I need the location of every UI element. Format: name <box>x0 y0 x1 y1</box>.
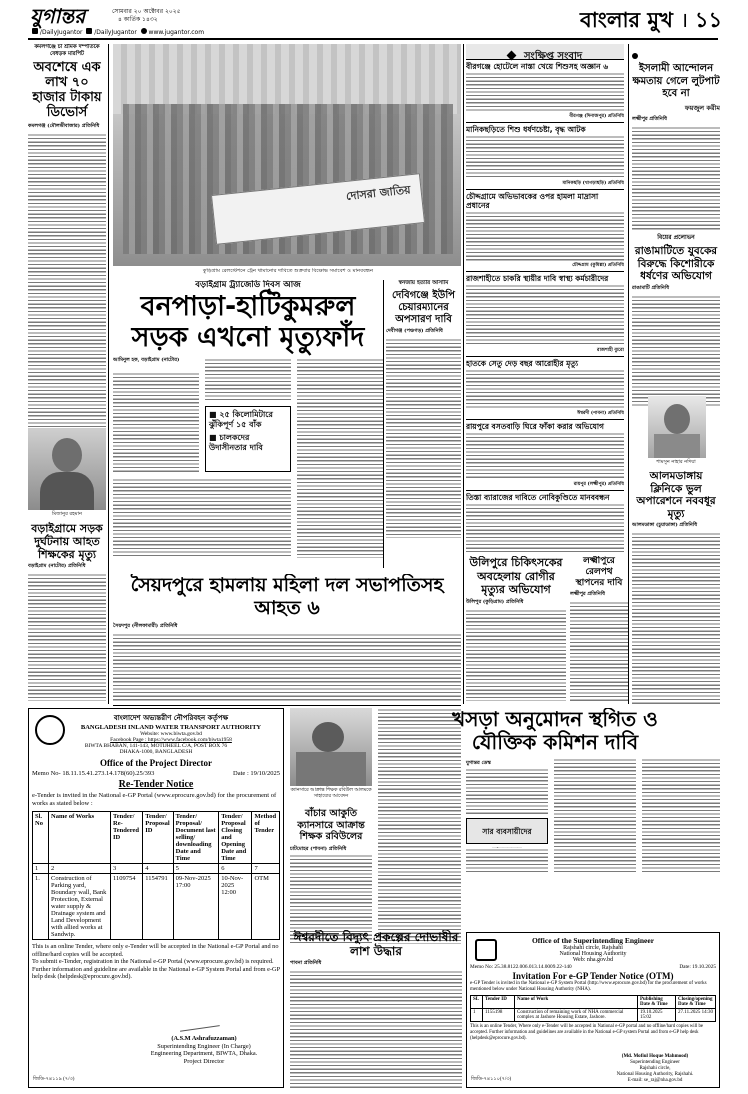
brief-headline: চৌদ্দগ্রামে অভিভাবকের ওপর হামলা মাদ্রাসা প্রধানের <box>466 192 599 210</box>
debiganj-body <box>386 338 461 538</box>
main-story-byline: আমিনুল হক, বড়াইগ্রাম (নাটোর) <box>113 357 180 363</box>
col-closing: Tender/ Proposal Closing and Opening Date and Time <box>219 812 252 864</box>
biwta-table-header <box>33 812 280 864</box>
nha-intro: e-GP Tender is invited in the National e-GP System Portal (http://www.eprocure.gov.bd) for the procurement of works mentioned below under National Housing Authority (NHA). <box>470 981 707 992</box>
ulipur-headline: উলিপুরে চিকিৎসকের অবহেলায় রোগীর মৃত্যুর অভিযোগ <box>469 556 563 596</box>
lakshmipur-headline: লক্ষ্মীপুরে রেলপথ স্থাপনের দাবি <box>575 556 623 588</box>
left-second-headline: বড়াইগ্রামে সড়ক দুর্ঘটনায় আহত শিক্ষকের মৃত্যু <box>31 522 103 561</box>
nha-table-header: SL Tender ID Name of Work Publishing Date & Time Closing/opening Date & Time <box>471 996 716 1009</box>
table-row: 1 1155198 Construction of remaining work of NHA commercial complex at Jashore Housing Estate, Jashore. 19.10.2025 15:02 27.11.2025 14:30 <box>471 1009 716 1022</box>
brief-item <box>466 491 624 552</box>
ulipur-story <box>466 556 566 706</box>
biwta-intro: e-Tender is invited in the National e-GP Portal (www.eprocure.gov.bd) for the procurement of works as stated below : <box>32 792 277 807</box>
khasra-body-col3 <box>642 758 720 874</box>
website-link[interactable]: www.jugantor.com <box>148 29 205 36</box>
col-work: Name of Works <box>49 812 111 864</box>
teacher-patient-caption: ক্যানসারে আক্রান্ত শিক্ষক রবিউল আলমকে সাহায্যের আবেদন <box>290 788 372 799</box>
globe-icon <box>141 28 147 34</box>
brief-byline: মানিকছড়ি (খাগড়াছড়ি) প্রতিনিধি <box>562 181 624 186</box>
brief-headline: হাতকে সেতু দেড় বছর আরোহীর মৃত্যু <box>466 359 579 368</box>
left-lead-body <box>28 133 106 438</box>
biwta-signature <box>178 1012 220 1031</box>
debiganj-headline: দেবিগঞ্জে ইউপি চেয়ারম্যানের অপসারণ দাবি <box>392 290 455 325</box>
biwta-website[interactable]: Website: www.biwta.gov.bd <box>140 731 202 737</box>
highlight-bends: ■ ২৫ কিলোমিটারে ঝুঁকিপূর্ণ ১৫ বাঁক <box>209 410 273 429</box>
debiganj-kicker: স্বনজায় হত্যার আসামি <box>398 280 449 286</box>
ishwardi-story <box>290 930 462 1090</box>
social-links <box>32 28 204 36</box>
cancer-byline: চাটমোহর (পাবনা) প্রতিনিধি <box>290 846 347 852</box>
main-story-body-col1b <box>113 478 291 558</box>
nha-memo-row <box>470 964 716 970</box>
brief-headline: রাজশাহীতে চাকরি স্থায়ীর দাবি স্বাস্থ্য কর্মচারীদের <box>466 274 609 283</box>
lakshmipur-story <box>570 556 628 706</box>
cell-method: OTM <box>252 874 280 940</box>
khasra-pullquote: সার ব্যবসায়ীদের <box>466 818 548 844</box>
nha-date: Date: 19.10.2025 <box>679 964 716 970</box>
nha-circle: Rajshahi circle, Rajshahi <box>563 945 623 951</box>
rangamati-byline: রাঙামাটি প্রতিনিধি <box>632 284 670 291</box>
highlight-drivers: ■ চালকদের উদাসীনতার দাবি <box>209 433 263 452</box>
section-title: বাংলার মুখ । ১১ <box>580 8 723 32</box>
brief-headline: মানিকছড়িতে শিশু ধর্ষণচেষ্টা, বৃদ্ধ আটক <box>466 125 586 134</box>
nha-memo: Memo No: 25.38.8122.006.013.14.0009.22-140 <box>470 964 572 970</box>
debiganj-story <box>386 280 461 570</box>
biwta-signatory: (A.S.M Ashrafuzzaman) Superintending Engineer (In Charge) Engineering Department, BIWTA, Dhaka. Project Director <box>150 1035 258 1065</box>
cell-closing-date: 10-Nov-2025 12:00 <box>219 874 252 940</box>
biwta-logo <box>35 715 65 745</box>
khasra-body-col1 <box>466 768 548 816</box>
cell-sl: 1. <box>33 874 49 940</box>
nha-authority: National Housing Authority <box>559 951 627 957</box>
teacher-photo <box>28 428 106 510</box>
alamdanga-headline: আলমডাঙ্গায় ক্লিনিকে ভুল অপারেশনে নববধূর মৃত্যু <box>636 470 716 520</box>
left-lead-story <box>28 44 106 440</box>
main-story-headline-line1: বনপাড়া-হাটিকুমরুল <box>140 291 356 322</box>
page-number: ১১ <box>694 8 723 32</box>
khasra-body-col2 <box>554 758 636 874</box>
ishwardi-body <box>290 970 462 1088</box>
brief-headline: তিস্তা ব্যারাজের দাবিতে নোবিকুণ্ডিতে মানববন্ধন <box>466 493 610 502</box>
col-sl: Sl. No <box>33 812 49 864</box>
left-second-story <box>28 428 106 704</box>
left-second-byline: বড়াইগ্রাম (নাটোর) প্রতিনিধি <box>28 563 86 569</box>
twitter-icon <box>86 28 92 34</box>
cell-retender-id: 1109754 <box>111 874 143 940</box>
nha-notice-title: Invitation For e-GP Tender Notice (OTM) <box>512 971 674 981</box>
lakshmipur-body <box>570 601 628 701</box>
rangamati-kicker: বিয়ের প্রলোভন <box>657 234 695 241</box>
brief-item <box>466 420 624 491</box>
khasra-body-col1b <box>466 848 548 874</box>
protest-photo <box>113 44 461 266</box>
left-second-body <box>28 573 106 701</box>
left-lead-kicker: কমলগঞ্জে চা শ্রমিক দম্পতিকে বেধড়ক মারপিট <box>34 44 100 57</box>
khasra-byline: যুগান্তর ডেস্ক <box>466 760 491 766</box>
main-story-kicker: বড়াইগ্রাম ট্র্যাজেডি দিবস আজ <box>195 280 301 290</box>
main-story-body-col3 <box>297 358 383 558</box>
khasra-story <box>290 708 720 930</box>
khasra-headline-line1: খসড়া অনুমোদন স্থগিত ও <box>452 708 658 731</box>
issue-date: সোমবার ২০ অক্টোবর ২০২৫ <box>112 8 181 15</box>
biwta-date: Date : 19/10/2025 <box>233 770 280 777</box>
column-icon <box>632 53 638 59</box>
brief-byline: চৌদ্দগ্রাম (কুমিল্লা) প্রতিনিধি <box>572 263 624 268</box>
masthead <box>0 0 748 40</box>
nha-footer: This is an online Tender, Where only e-Tender will be accepted in National e-GP portal and no offline/hard copies will be accepted. Further information and guidelines are available in the National e-GP system Portal and from e-GP help desk (helpdesk@eprocure.gov.bd). <box>470 1024 703 1041</box>
biwta-footer-2: To submit e-Tender, registration in the National e-GP Portal (www.eprocure.gov.bd) is required. <box>32 958 274 965</box>
brief-item <box>466 357 624 420</box>
bride-photo <box>648 396 706 458</box>
brief-byline: বীরগঞ্জ (দিনাজপুর) প্রতিনিধি <box>569 114 624 119</box>
column-headline: ইসলামী আন্দোলন ক্ষমতায় গেলে লুটপাট হবে না <box>632 63 720 99</box>
brief-body <box>466 135 624 179</box>
brief-headline: বীরগঞ্জে হোটেলে নাস্তা খেয়ে শিশুসহ অজ্ঞান ৬ <box>466 62 609 71</box>
brief-item <box>466 190 624 272</box>
biwta-tender-ad <box>28 708 284 1088</box>
protest-banner: দোসরা জাতিয় <box>211 173 425 245</box>
col-proposal-id: Tender/ Proposal ID <box>143 812 173 864</box>
main-story-body-col1 <box>113 372 199 472</box>
cell-selling-date: 09-Nov-2025 17:00 <box>173 874 219 940</box>
newspaper-logo: যুগান্তর <box>30 4 86 28</box>
ulipur-byline: উলিপুর (কুড়িগ্রাম) প্রতিনিধি <box>466 598 524 605</box>
brief-byline: রায়পুর (লক্ষ্মীপুর) প্রতিনিধি <box>573 482 624 487</box>
nha-logo <box>475 939 497 961</box>
biwta-address: BIWTA BHABAN, 141-143, MOTIJHEEL C/A, POST BOX 76 <box>84 743 228 749</box>
debiganj-byline: দেবীগঞ্জ (পঞ্চগড়) প্রতিনিধি <box>386 328 443 334</box>
bride-photo-caption: শামসুন নাহার নদিয়া <box>656 459 696 465</box>
brief-item <box>466 60 624 123</box>
biwta-memo-row <box>32 770 280 777</box>
brief-item <box>466 272 624 357</box>
col-method: Method of Tender <box>252 812 280 864</box>
issue-date-bangla: ৪ কার্তিক ১৪৩২ <box>118 16 158 23</box>
main-story-headline-line2: সড়ক এখনো মৃত্যুফাঁদ <box>131 322 365 353</box>
protest-photo-caption: কুড়িগ্রাম রেলস্টেশনে ট্রেন থামানোর দাবিতে শুক্রবার বিক্ষোভ সমাবেশ ও মানববন্ধন <box>202 268 374 274</box>
masthead-rule <box>28 38 718 40</box>
biwta-footer-1: This is an online Tender, where only e-Tender will be accepted in the National e-GP Portal and no offline/hard copies will be accepted. <box>32 943 279 958</box>
cell-proposal-id: 1154791 <box>143 874 173 940</box>
rangamati-story <box>632 232 720 412</box>
saidpur-headline: সৈয়দপুরে হামলায় মহিলা দল সভাপতিসহ আহত ৬ <box>130 574 444 619</box>
nha-tender-table <box>470 995 716 1022</box>
lakshmipur-byline: লক্ষ্মীপুর প্রতিনিধি <box>570 591 605 597</box>
teacher-photo-caption: মিজানুর রহমান <box>51 511 83 517</box>
briefs-icon <box>506 51 516 61</box>
ishwardi-byline: পাবনা প্রতিনিধি <box>290 960 322 966</box>
ulipur-body <box>466 609 566 701</box>
brief-body <box>466 503 624 552</box>
column-body <box>632 126 720 231</box>
left-lead-headline: অবশেষে এক লাখ ৭০ হাজার টাকায় ডিভোর্স <box>32 60 102 120</box>
biwta-facebook[interactable]: Facebook Page : https://www.facebook.com/biwta1958 <box>110 737 232 743</box>
biwta-notice-title: Re-Tender Notice <box>118 779 194 790</box>
biwta-memo: Memo No- 18.11.15.41.273.14.178(60).25/393 <box>32 770 155 777</box>
biwta-office: Office of the Project Director <box>99 758 213 768</box>
briefs-header: সংক্ষিপ্ত সংবাদ <box>466 44 624 60</box>
column-author: ফয়জুল করীম <box>684 103 720 112</box>
column-byline: লক্ষ্মীপুর প্রতিনিধি <box>632 115 667 122</box>
biwta-footer-3: Further information and guideline are available in the National e-GP System Portal and from e-GP help desk (helpdesk@eprocure.gov.bd). <box>32 965 280 980</box>
alamdanga-body <box>632 532 720 706</box>
nha-office: Office of the Superintending Engineer <box>531 936 655 945</box>
brief-body <box>466 72 624 112</box>
nha-signatory: (Md. Mofiul Hoque Mahmood) Superintending Engineer Rajshahi circle, National Housing Authority, Rajshahi. E-mail: se_raj@nha.gov.bd <box>616 1054 694 1083</box>
biwta-en-title: BANGLADESH INLAND WATER TRANSPORT AUTHORITY <box>80 724 262 731</box>
main-story <box>113 280 383 570</box>
briefs-list <box>466 60 624 552</box>
left-lead-byline: কমলগঞ্জ (মৌলভীবাজার) প্রতিনিধি <box>28 123 100 129</box>
main-story-highlights <box>205 406 291 472</box>
ishwardi-headline: ঈশ্বরদীতে বিদ্যুৎ প্রকল্পের দোভাষীর লাশ উদ্ধার <box>293 930 459 958</box>
brief-item <box>466 123 624 190</box>
brief-body <box>466 432 624 480</box>
biwta-table-colnumbers: 1 2 3 4 5 6 7 <box>33 864 280 874</box>
rangamati-body <box>632 295 720 407</box>
social-twitter-link[interactable]: /DailyJugantor <box>94 29 137 36</box>
briefs-section <box>466 44 624 552</box>
facebook-icon <box>32 28 38 34</box>
main-story-body-col2 <box>205 358 291 402</box>
brief-headline: রায়পুরে বসতবাড়ি ঘিরে ফাঁকা করার অভিযোগ <box>466 422 604 431</box>
alamdanga-story <box>632 396 720 706</box>
nha-ad-code: জিডি-৭৪১১০(৭/৩) <box>471 1077 512 1082</box>
rangamati-headline: রাঙামাটিতে যুবকের বিরুদ্ধে কিশোরীকে ধর্ষণের অভিযোগ <box>634 245 718 282</box>
social-facebook-link[interactable]: /DailyJugantor <box>39 29 83 36</box>
cancer-headline: বাঁচার আকুতি ক্যানসারে আক্রান্ত শিক্ষক রবিউলের <box>297 808 365 842</box>
nha-tender-ad <box>466 932 720 1088</box>
col-retender-id: Tender/ Re-Tendered ID <box>111 812 143 864</box>
saidpur-byline: সৈয়দপুর (নীলফামারী) প্রতিনিধি <box>113 623 178 629</box>
nha-web[interactable]: Web: nha.gov.bd <box>572 957 614 963</box>
column-story <box>632 44 720 230</box>
alamdanga-byline: আলমডাঙ্গা (চুয়াডাঙ্গা) প্রতিনিধি <box>632 522 697 528</box>
biwta-ad-code: জিডি-৭৪১১৯ (৭/৩) <box>33 1077 75 1082</box>
brief-body <box>466 211 624 261</box>
table-row <box>33 874 280 940</box>
biwta-bn-title: বাংলাদেশ অভ্যন্তরীণ নৌপরিবহন কর্তৃপক্ষ <box>113 714 229 722</box>
biwta-tender-table <box>32 811 280 940</box>
brief-body <box>466 284 624 346</box>
col-selling: Tender/ Proposal/ Document last selling/ downloading Date and Time <box>173 812 219 864</box>
khasra-headline-line2: যৌক্তিক কমিশন দাবি <box>471 730 639 754</box>
cell-work: Construction of Parking yard, Boundary wall, Bank Protection, External water supply & Drainage system and Land Development with allied works at Sandwip. <box>49 874 111 940</box>
brief-byline: ঈশ্বরদী (পাবনা) প্রতিনিধি <box>577 411 624 416</box>
brief-body <box>466 369 624 409</box>
brief-byline: রাজশাহী ব্যুরো <box>597 348 624 353</box>
biwta-city: DHAKA-1000, BANGLADESH <box>119 749 193 755</box>
